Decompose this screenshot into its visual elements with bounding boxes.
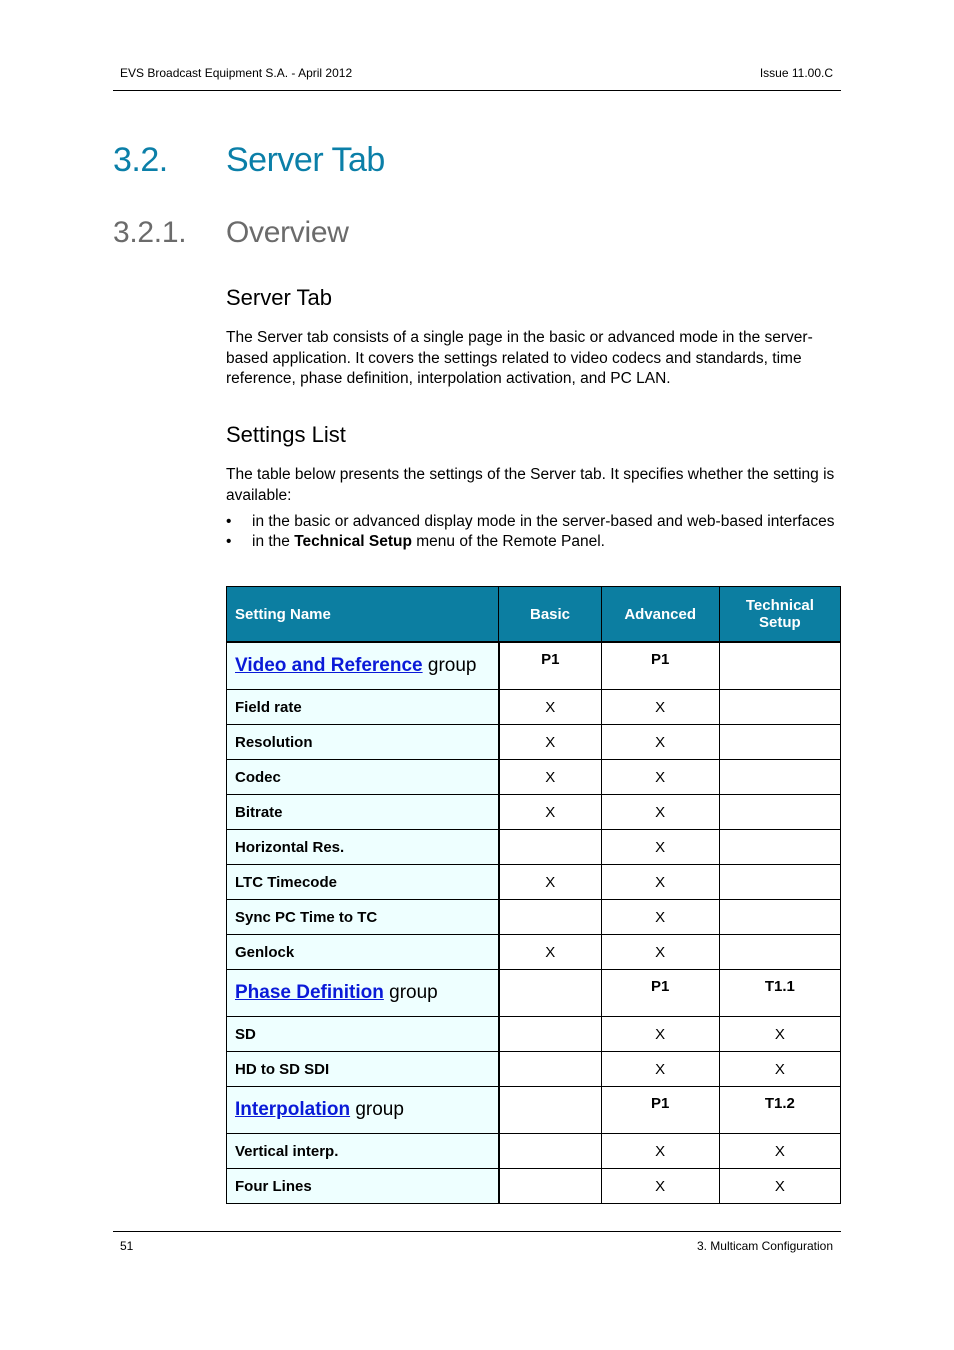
cell-advanced: P1 bbox=[601, 1087, 719, 1134]
cell-basic bbox=[499, 1087, 601, 1134]
section-title: Server Tab bbox=[226, 141, 385, 179]
cell-technical bbox=[719, 900, 840, 935]
group-suffix: group bbox=[389, 982, 438, 1003]
cell-advanced: X bbox=[601, 865, 719, 900]
header-issue-text: Issue 11.00.C bbox=[759, 66, 833, 80]
table-row bbox=[227, 900, 841, 935]
col-header-advanced: Advanced bbox=[601, 587, 719, 643]
setting-name-cell bbox=[227, 970, 499, 1017]
cell-advanced: X bbox=[601, 690, 719, 725]
setting-name-cell: Vertical interp. bbox=[227, 1134, 499, 1169]
setting-name-cell: Sync PC Time to TC bbox=[227, 900, 499, 935]
col-header-technical-line2: Setup bbox=[759, 614, 801, 631]
settings-table bbox=[226, 586, 841, 1204]
cell-basic bbox=[499, 830, 601, 865]
cell-basic: X bbox=[499, 760, 601, 795]
bullet-item bbox=[226, 512, 834, 532]
group-link[interactable]: Video and Reference bbox=[235, 655, 423, 676]
table-group-row bbox=[227, 970, 841, 1017]
group-suffix: group bbox=[427, 655, 477, 676]
cell-basic: X bbox=[499, 865, 601, 900]
setting-name-cell: Genlock bbox=[227, 935, 499, 970]
cell-basic bbox=[499, 900, 601, 935]
cell-advanced: X bbox=[601, 725, 719, 760]
cell-advanced: X bbox=[601, 795, 719, 830]
header-left-text: EVS Broadcast Equipment S.A. - April 2012 bbox=[120, 66, 353, 80]
table-row bbox=[227, 935, 841, 970]
cell-technical: T1.2 bbox=[719, 1087, 840, 1134]
cell-basic: X bbox=[499, 935, 601, 970]
cell-basic: X bbox=[499, 690, 601, 725]
col-header-technical-setup bbox=[719, 587, 840, 643]
cell-advanced: P1 bbox=[601, 642, 719, 690]
col-header-setting-name: Setting Name bbox=[227, 587, 499, 643]
group-link[interactable]: Phase Definition bbox=[235, 982, 384, 1003]
cell-advanced: X bbox=[601, 830, 719, 865]
footer-chapter-text: 3. Multicam Configuration bbox=[696, 1239, 833, 1253]
setting-name-cell: Resolution bbox=[227, 725, 499, 760]
bullet-item bbox=[226, 532, 605, 552]
setting-name-cell: Codec bbox=[227, 760, 499, 795]
cell-technical bbox=[719, 642, 840, 690]
bullet-glyph: • bbox=[226, 533, 232, 550]
table-row bbox=[227, 725, 841, 760]
cell-technical: X bbox=[719, 1052, 840, 1087]
cell-technical: T1.1 bbox=[719, 970, 840, 1017]
table-row bbox=[227, 690, 841, 725]
cell-technical: X bbox=[719, 1017, 840, 1052]
table-row bbox=[227, 1052, 841, 1087]
cell-technical bbox=[719, 830, 840, 865]
bullet-text-pre: in the bbox=[252, 533, 295, 550]
table-group-row bbox=[227, 1087, 841, 1134]
footer-divider bbox=[113, 1231, 841, 1232]
cell-basic bbox=[499, 970, 601, 1017]
group-link[interactable]: Interpolation bbox=[235, 1099, 351, 1120]
cell-advanced: X bbox=[601, 935, 719, 970]
bullet-glyph: • bbox=[226, 513, 232, 530]
cell-advanced: X bbox=[601, 760, 719, 795]
cell-technical bbox=[719, 935, 840, 970]
server-tab-heading: Server Tab bbox=[226, 285, 332, 310]
cell-basic: X bbox=[499, 725, 601, 760]
server-tab-paragraph: The Server tab consists of a single page in the basic or advanced mode in the server-based application. It covers the settings related to video codecs and standards, time reference, phase definition, interpolation activation, and PC LAN. bbox=[226, 329, 813, 387]
setting-name-cell: HD to SD SDI bbox=[227, 1052, 499, 1087]
cell-basic: P1 bbox=[499, 642, 601, 690]
cell-advanced: P1 bbox=[601, 970, 719, 1017]
table-row bbox=[227, 1134, 841, 1169]
cell-technical bbox=[719, 690, 840, 725]
setting-name-cell: Four Lines bbox=[227, 1169, 499, 1204]
cell-advanced: X bbox=[601, 1017, 719, 1052]
bullet-text: in the basic or advanced display mode in the server-based and web-based interfaces bbox=[252, 513, 835, 530]
table-row bbox=[227, 1017, 841, 1052]
setting-name-cell: LTC Timecode bbox=[227, 865, 499, 900]
table-row bbox=[227, 1169, 841, 1204]
page-number: 51 bbox=[120, 1239, 134, 1253]
table-row bbox=[227, 760, 841, 795]
cell-technical bbox=[719, 795, 840, 830]
cell-basic: X bbox=[499, 795, 601, 830]
setting-name-cell bbox=[227, 1087, 499, 1134]
cell-basic bbox=[499, 1017, 601, 1052]
cell-advanced: X bbox=[601, 1052, 719, 1087]
cell-advanced: X bbox=[601, 1134, 719, 1169]
cell-basic bbox=[499, 1134, 601, 1169]
setting-name-cell: Field rate bbox=[227, 690, 499, 725]
group-suffix: group bbox=[355, 1099, 404, 1120]
cell-technical: X bbox=[719, 1169, 840, 1204]
settings-list-intro: The table below presents the settings of the Server tab. It specifies whether the setting is available: bbox=[226, 466, 835, 504]
subsection-number: 3.2.1. bbox=[113, 216, 187, 249]
bullet-text-bold: Technical Setup bbox=[294, 533, 412, 550]
cell-technical bbox=[719, 760, 840, 795]
cell-basic bbox=[499, 1052, 601, 1087]
settings-list-heading: Settings List bbox=[226, 422, 346, 447]
cell-advanced: X bbox=[601, 900, 719, 935]
setting-name-cell: Bitrate bbox=[227, 795, 499, 830]
table-row bbox=[227, 830, 841, 865]
col-header-technical-line1: Technical bbox=[745, 597, 814, 614]
cell-technical bbox=[719, 725, 840, 760]
header-divider bbox=[113, 90, 841, 91]
table-group-row bbox=[227, 642, 841, 690]
cell-basic bbox=[499, 1169, 601, 1204]
setting-name-cell bbox=[227, 642, 499, 690]
bullet-text-post: menu of the Remote Panel. bbox=[411, 533, 605, 550]
col-header-basic: Basic bbox=[499, 587, 601, 643]
section-number: 3.2. bbox=[113, 141, 168, 179]
cell-advanced: X bbox=[601, 1169, 719, 1204]
table-row bbox=[227, 795, 841, 830]
cell-technical: X bbox=[719, 1134, 840, 1169]
setting-name-cell: SD bbox=[227, 1017, 499, 1052]
table-header-row bbox=[227, 587, 841, 643]
cell-technical bbox=[719, 865, 840, 900]
setting-name-cell: Horizontal Res. bbox=[227, 830, 499, 865]
subsection-title: Overview bbox=[226, 216, 349, 249]
table-row bbox=[227, 865, 841, 900]
